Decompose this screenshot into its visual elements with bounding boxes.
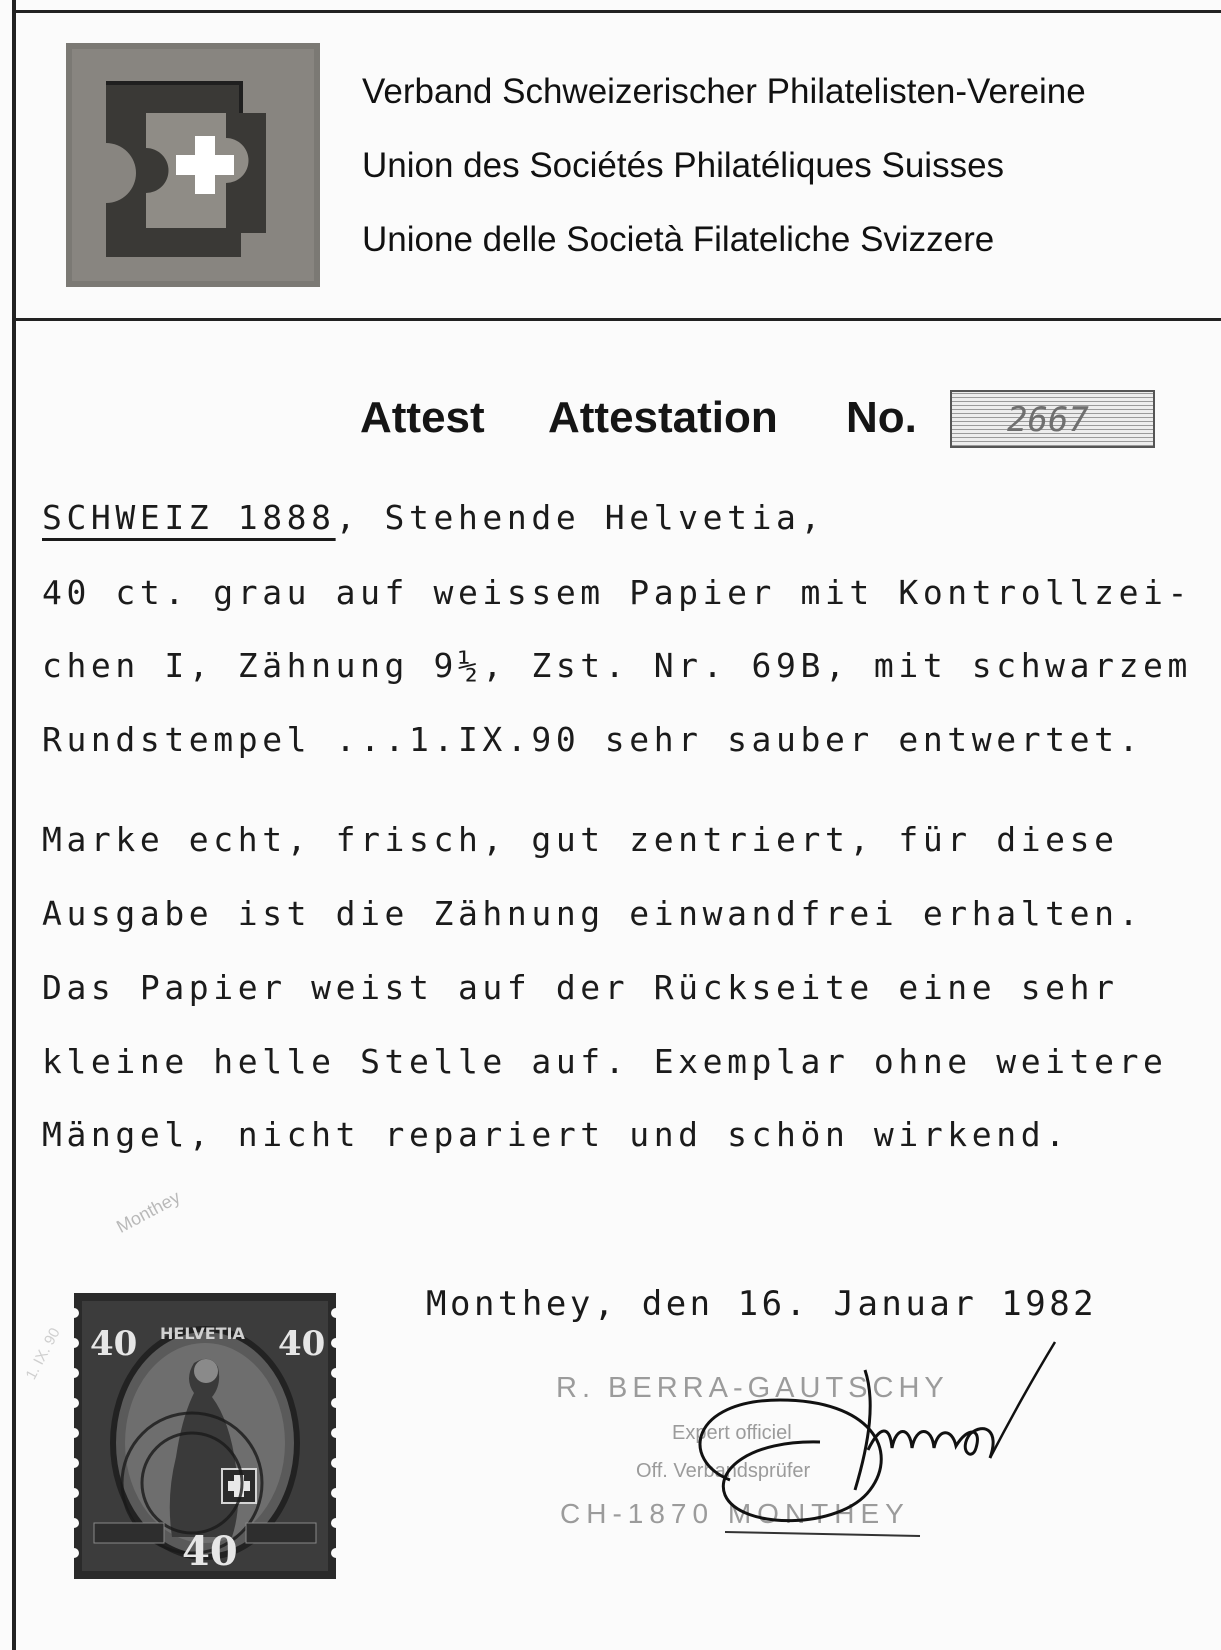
postmark-side-text: 1. IX. 90 xyxy=(22,1325,64,1383)
swiss-philatelic-union-logo-icon xyxy=(66,43,320,287)
stamp-denomination-top-left: 40 xyxy=(90,1324,138,1364)
stamp-denomination-bottom: 40 xyxy=(182,1528,238,1575)
condition-line: Marke echt, frisch, gut zentriert, für diese xyxy=(42,820,1119,859)
association-name-fr: Union des Sociétés Philatéliques Suisses xyxy=(362,146,1005,185)
attestation-label: Attestation xyxy=(548,393,778,442)
left-border xyxy=(12,0,16,1650)
condition-line: Mängel, nicht repariert und schön wirkend. xyxy=(42,1115,1070,1154)
description-line: chen I, Zähnung 9½, Zst. Nr. 69B, mit schwarzem xyxy=(42,646,1192,685)
expert-stamp-title: Expert officiel xyxy=(672,1422,792,1444)
condition-line: Ausgabe ist die Zähnung einwandfrei erhalten. xyxy=(42,894,1144,933)
description-line: 40 ct. grau auf weissem Papier mit Kontrollzei- xyxy=(42,573,1192,612)
description-title: SCHWEIZ 1888 xyxy=(42,498,336,537)
description-title-rest: , Stehende Helvetia, xyxy=(335,498,825,537)
condition-line: kleine helle Stelle auf. Exemplar ohne weitere xyxy=(42,1042,1168,1081)
certificate-number-box xyxy=(950,390,1155,448)
expert-stamp-name: R. BERRA-GAUTSCHY xyxy=(556,1372,949,1404)
header-divider xyxy=(12,318,1221,321)
certificate-number: 2667 xyxy=(1007,400,1089,440)
number-label: No. xyxy=(846,393,917,442)
expert-stamp-subtitle: Off. Verbandsprüfer xyxy=(636,1460,811,1482)
stamp-denomination-top-right: 40 xyxy=(278,1324,326,1364)
expert-stamp-location: CH-1870 MONTHEY xyxy=(560,1498,910,1529)
association-name-it: Unione delle Società Filateliche Svizzere xyxy=(362,220,995,259)
association-name-de: Verband Schweizerischer Philatelisten-Vereine xyxy=(362,72,1086,111)
description-title-line xyxy=(42,498,825,537)
top-border xyxy=(12,10,1221,13)
attest-label: Attest xyxy=(360,393,485,442)
condition-line: Das Papier weist auf der Rückseite eine sehr xyxy=(42,968,1119,1007)
place-and-date: Monthey, den 16. Januar 1982 xyxy=(426,1284,1098,1324)
postmark-arc-text: Monthey xyxy=(113,1186,184,1237)
helvetia-stamp-image xyxy=(74,1293,336,1579)
description-line: Rundstempel ...1.IX.90 sehr sauber entwertet. xyxy=(42,720,1144,759)
handwritten-signature-icon xyxy=(670,1330,1110,1540)
stamp-inscription: HELVETIA xyxy=(160,1324,245,1343)
